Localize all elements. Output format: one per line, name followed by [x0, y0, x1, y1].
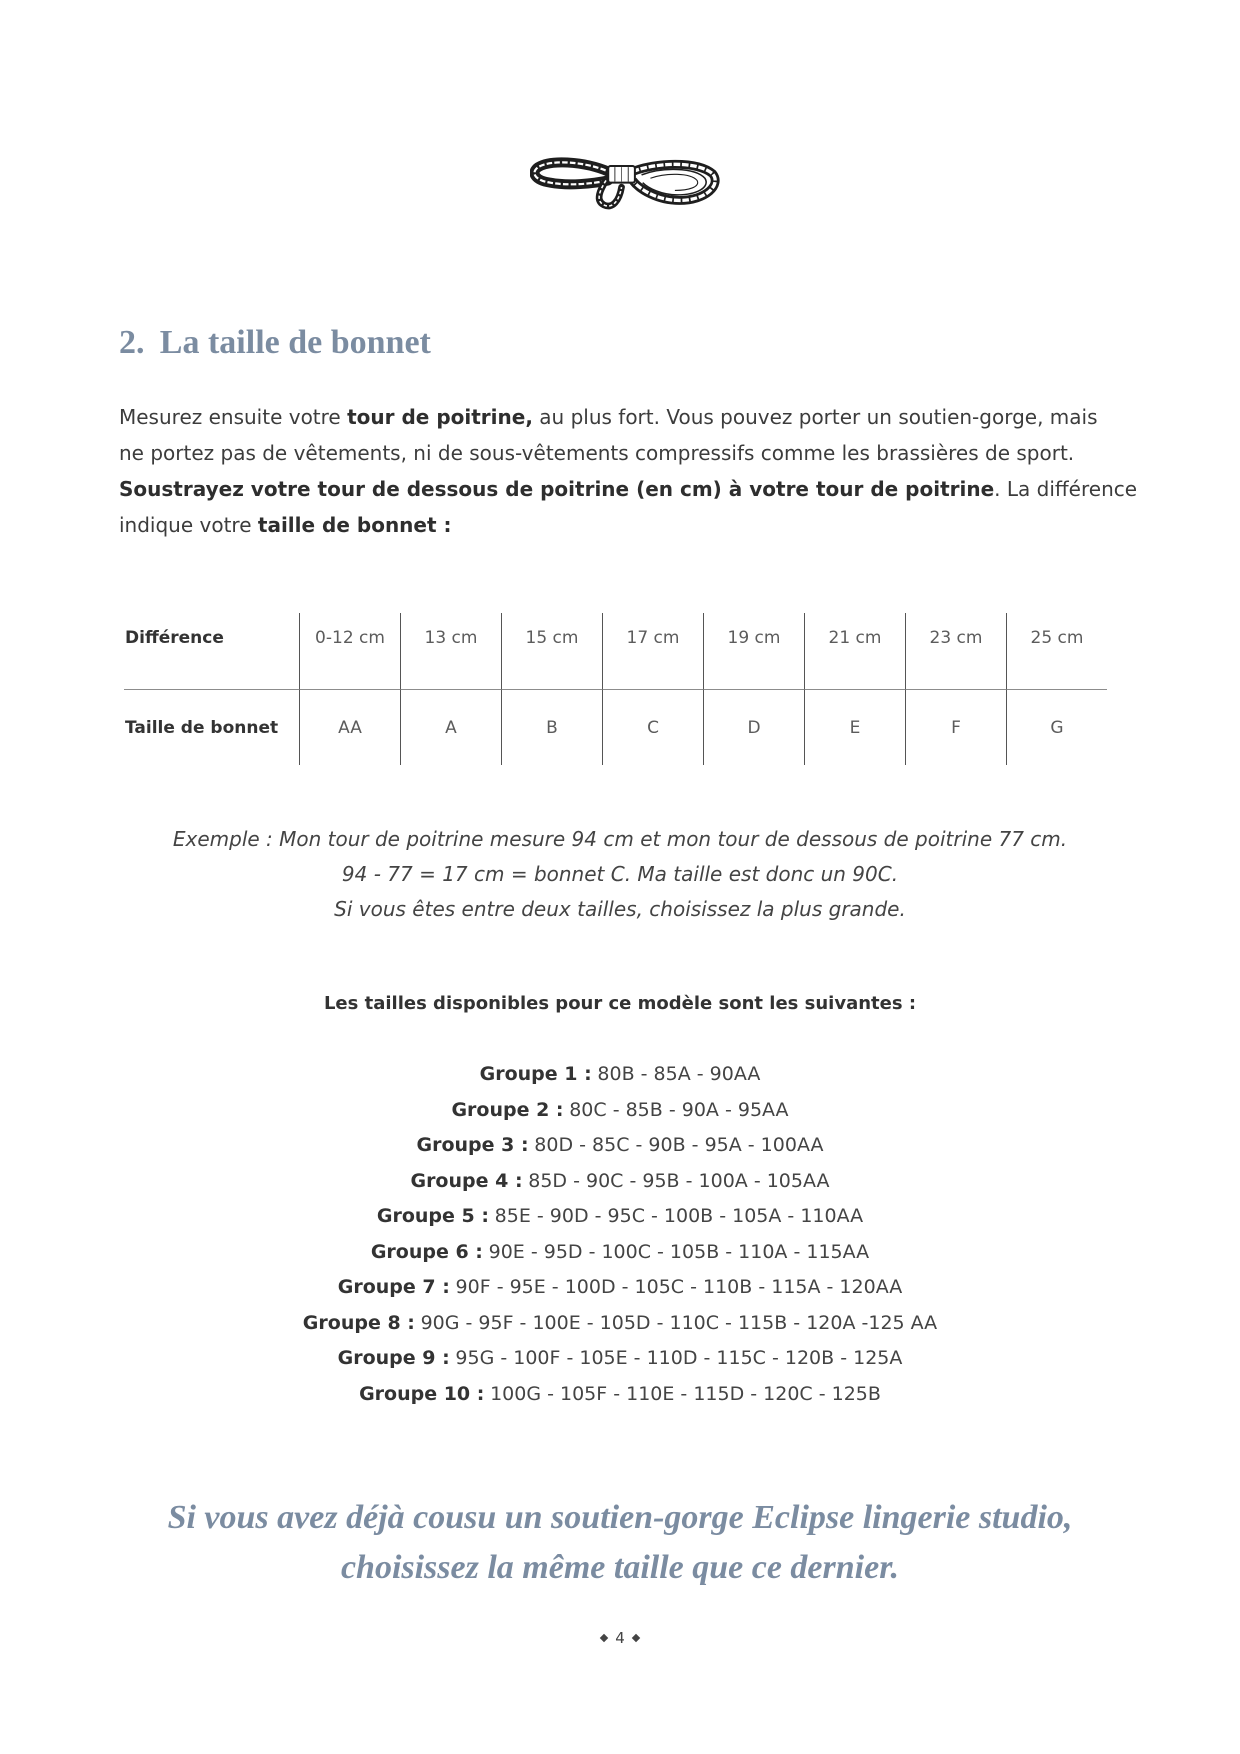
diamond-icon: [600, 1633, 608, 1641]
intro-line: [119, 507, 1137, 543]
table-cell: G: [1006, 690, 1107, 765]
size-group-row: [0, 1093, 1240, 1129]
group-sizes: 85D - 90C - 95B - 100A - 105AA: [528, 1169, 830, 1192]
intro-paragraph: [119, 399, 1137, 543]
table-cell: 13 cm: [400, 613, 501, 690]
table-cell: C: [602, 690, 703, 765]
intro-text: . La différence: [994, 477, 1138, 501]
section-title: La taille de bonnet: [159, 324, 431, 361]
closing-note-line: choisissez la même taille que ce dernier.: [340, 1549, 900, 1586]
group-label: Groupe 3 :: [416, 1134, 529, 1156]
section-number: 2.: [119, 324, 145, 361]
intro-line: [119, 399, 1137, 435]
size-groups-list: [0, 1057, 1240, 1412]
size-group-row: [0, 1341, 1240, 1377]
group-label: Groupe 6 :: [370, 1240, 483, 1263]
section-heading: [119, 321, 431, 365]
table-cell: E: [804, 690, 905, 765]
table-cell: D: [703, 690, 804, 765]
intro-line: [119, 435, 1137, 471]
group-sizes: 80B - 85A - 90AA: [597, 1063, 761, 1085]
size-group-row: [0, 1164, 1240, 1200]
intro-text: ne portez pas de vêtements, ni de sous-vêtements compressifs comme les brassières de sport.: [119, 441, 1075, 465]
intro-emphasis: tour de poitrine,: [347, 405, 533, 429]
table-cell: 19 cm: [703, 613, 804, 690]
group-label: Groupe 7 :: [337, 1276, 450, 1298]
closing-note: [0, 1493, 1240, 1593]
table-cell: 15 cm: [501, 613, 602, 690]
group-sizes: 80D - 85C - 90B - 95A - 100AA: [534, 1134, 824, 1156]
intro-emphasis: Soustrayez votre tour de dessous de poitrine (en cm) à votre tour de poitrine: [119, 477, 995, 501]
intro-text: Mesurez ensuite votre: [119, 405, 348, 429]
group-sizes: 90F - 95E - 100D - 105C - 110B - 115A - 120AA: [455, 1276, 903, 1298]
group-label: Groupe 1 :: [479, 1063, 592, 1085]
group-label: Groupe 2 :: [451, 1098, 564, 1121]
size-group-row: [0, 1057, 1240, 1093]
size-group-row: [0, 1270, 1240, 1306]
intro-text: indique votre: [119, 513, 258, 537]
diamond-icon: [632, 1633, 640, 1641]
size-group-row: [0, 1377, 1240, 1413]
intro-emphasis: taille de bonnet :: [257, 513, 452, 537]
example-line: Exemple : Mon tour de poitrine mesure 94 cm et mon tour de dessous de poitrine 77 cm.: [172, 827, 1068, 851]
table-cell: 0-12 cm: [299, 613, 400, 690]
size-group-row: [0, 1306, 1240, 1342]
example-line: 94 - 77 = 17 cm = bonnet C. Ma taille est donc un 90C.: [341, 862, 899, 886]
intro-line: [119, 471, 1137, 507]
group-label: Groupe 5 :: [376, 1205, 489, 1227]
table-cell: A: [400, 690, 501, 765]
group-label: Groupe 4 :: [410, 1169, 523, 1192]
group-sizes: 85E - 90D - 95C - 100B - 105A - 110AA: [494, 1205, 864, 1227]
cup-size-table: [124, 613, 1107, 765]
page-number-value: 4: [615, 1629, 625, 1647]
group-label: Groupe 9 :: [337, 1347, 450, 1369]
table-cell: 23 cm: [905, 613, 1006, 690]
example-block: [0, 822, 1240, 927]
group-sizes: 100G - 105F - 110E - 115D - 120C - 125B: [490, 1382, 881, 1405]
tape-measure-illustration: [530, 156, 722, 216]
table-cell: 25 cm: [1006, 613, 1107, 690]
intro-text: au plus fort. Vous pouvez porter un soutien-gorge, mais: [532, 405, 1098, 429]
table-row-label: Différence: [124, 613, 299, 690]
group-sizes: 90E - 95D - 100C - 105B - 110A - 115AA: [488, 1240, 870, 1263]
table-cell: 21 cm: [804, 613, 905, 690]
group-label: Groupe 8 :: [302, 1311, 415, 1334]
table-cell: 17 cm: [602, 613, 703, 690]
size-group-row: [0, 1235, 1240, 1271]
group-sizes: 90G - 95F - 100E - 105D - 110C - 115B - 120A -125 AA: [420, 1311, 938, 1334]
size-group-row: [0, 1199, 1240, 1235]
group-sizes: 95G - 100F - 105E - 110D - 115C - 120B - 125A: [455, 1347, 903, 1369]
table-cell: AA: [299, 690, 400, 765]
closing-note-line: Si vous avez déjà cousu un soutien-gorge Eclipse lingerie studio,: [167, 1499, 1073, 1536]
group-sizes: 80C - 85B - 90A - 95AA: [569, 1098, 789, 1121]
table-cell: B: [501, 690, 602, 765]
available-sizes-heading: Les tailles disponibles pour ce modèle sont les suivantes :: [323, 993, 917, 1014]
table-cell: F: [905, 690, 1006, 765]
group-label: Groupe 10 :: [359, 1382, 485, 1405]
page-number: [0, 1628, 1240, 1648]
table-row-label: Taille de bonnet: [125, 717, 279, 738]
size-group-row: [0, 1128, 1240, 1164]
example-line: Si vous êtes entre deux tailles, choisissez la plus grande.: [334, 897, 906, 921]
